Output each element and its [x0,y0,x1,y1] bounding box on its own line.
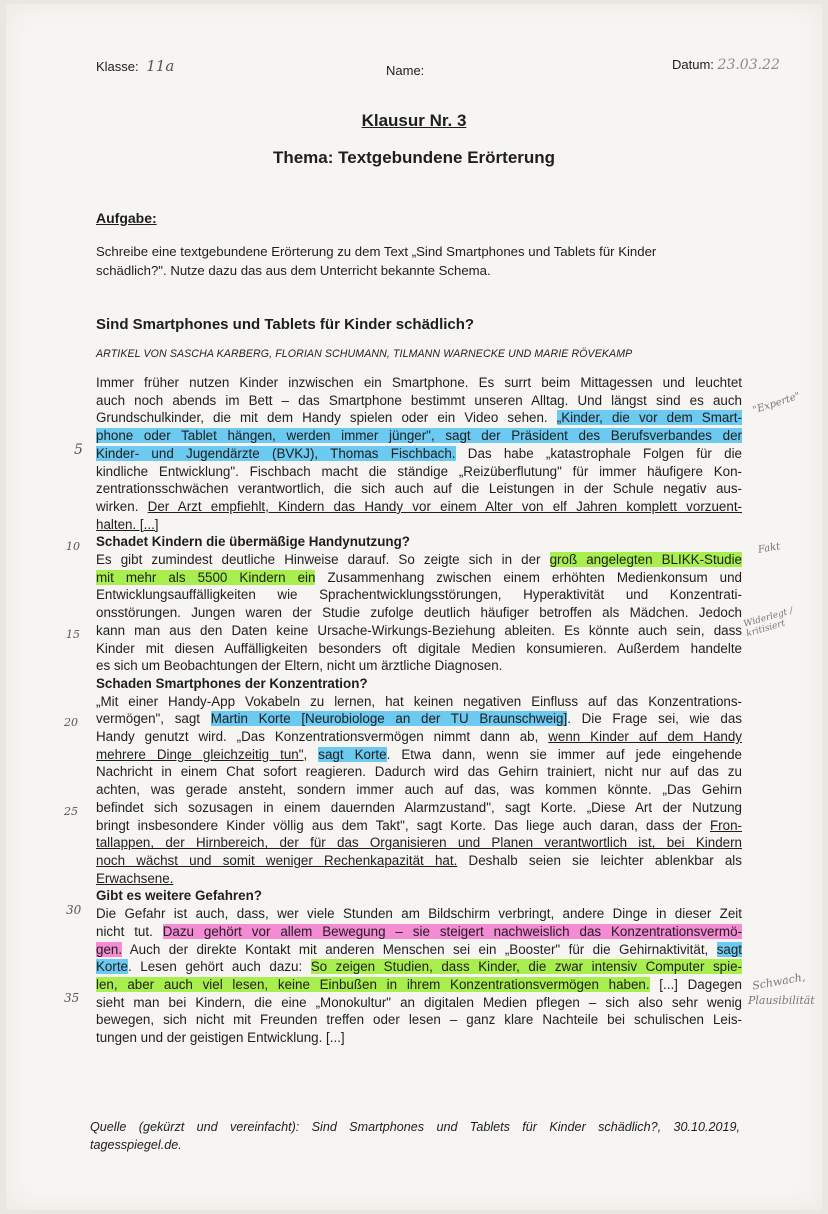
underlined-text: wenn Kinder auf dem Handy [548,729,742,745]
text-line: Nachricht in einem Chat sofort reagieren. Dadurch wird das Gehirn trainiert, nicht nur auf das zu [96,764,742,780]
name-label: Name: [386,63,425,78]
date-value: 23.03.22 [717,57,780,73]
line-number: 35 [64,991,80,1005]
text-line [96,728,742,746]
text-line [96,551,742,569]
article-authors: ARTIKEL VON SASCHA KARBERG, FLORIAN SCHUMANN, TILMANN WARNECKE UND MARIE RÖVEKAMP [96,348,633,360]
date-label: Datum: [672,57,714,72]
highlight-blue: Martin Korte [Neurobiologe an der TU Braunschweig] [210,711,568,727]
highlight-blue: Korte [96,959,129,975]
line-number: 5 [74,442,83,458]
text-line: Entwicklungsauffälligkeiten wie Sprachentwicklungsstörungen, Hyperaktivität und Konzentrati- [96,587,742,603]
highlight-blue: sagt Korte [318,746,387,762]
underlined-text: Fron- [710,817,742,833]
highlight-blue: sagt [716,941,742,957]
article-title: Sind Smartphones und Tablets für Kinder schädlich? [96,316,475,333]
date-field [672,57,780,73]
highlight-blue: Kinder- und Jugendärzte (BVKJ), Thomas Fischbach. [96,445,456,461]
text-segment: , [303,746,319,762]
text-segment: Es gibt zumindest deutliche Hinweise darauf. So zeigte sich in der [96,552,550,568]
text-segment: . Etwa dann, wenn sie immer auf jede eingehende [386,746,742,762]
text-line [96,817,742,835]
underlined-text: mehrere Dinge gleichzeitig tun" [96,746,304,762]
task-heading: Aufgabe: [96,210,157,226]
text-line: halten. [...] [96,516,159,532]
margin-note: "Experte" [751,390,802,417]
highlight-green: groß angelegten BLIKK-Studie [549,552,742,568]
text-line [96,710,742,728]
text-segment: [...] Dagegen [649,976,742,992]
text-line: „Mit einer Handy-App Vokabeln zu lernen, hat keinen negativen Einfluss auf das Konzentrations- [96,693,742,709]
underlined-text: noch wächst und somit weniger Rechenkapazität hat. [96,852,458,868]
exam-theme: Thema: Textgebundene Erörterung [272,148,556,167]
text-segment: Auch der direkte Kontakt mit anderen Menschen sei ein „Booster" für die Gehirnaktivität, [122,941,717,957]
text-line: tungen und der geistigen Entwicklung. [...] [96,1030,345,1046]
article-body [96,374,742,1047]
text-line [96,498,742,516]
text-segment: vermögen", sagt [96,711,211,727]
task-line: schädlich?". Nutze dazu das aus dem Unterricht bekannte Schema. [96,263,491,278]
highlight-pink: gen. [96,941,123,957]
text-line [96,923,742,941]
source-note [90,1118,740,1154]
text-segment: Das habe „katastrophale Folgen für die [455,445,742,461]
text-segment: Handy genutzt wird. „Das Konzentrationsvermögen nimmt dann ab, [96,729,549,745]
name-field [386,63,424,78]
text-line: es sich um Beobachtungen der Eltern, nicht um ärztliche Diagnosen. [96,658,503,674]
text-line: Immer früher nutzen Kinder inzwischen ein Smartphone. Es surrt beim Mittagessen und leuchtet [96,375,742,390]
highlight-green: mit mehr als 5500 Kindern ein [96,569,316,585]
text-segment: nicht tut. [96,923,163,939]
highlight-green: len, aber auch viel lesen, keine Einbußen in ihrem Konzentrationsvermögen haben. [96,976,650,992]
margin-note: Plausibilität [748,994,815,1007]
highlight-green: So zeigen Studien, dass Kinder, die zwar intensiv Computer spie- [310,959,742,975]
task-text [96,242,746,280]
text-line [96,852,742,870]
line-number: 30 [66,903,82,917]
text-line [96,569,742,587]
class-label: Klasse: [96,59,139,74]
section-heading: Schaden Smartphones der Konzentration? [96,675,368,691]
text-line [96,427,742,445]
text-line: Die Gefahr ist auch, dass, wer viele Stunden am Bildschirm verbringt, andere Dinge in dieser Zeit [96,906,742,922]
text-line: kann man aus den Daten keine Ursache-Wirkungs-Beziehung ableiten. Es könnte auch sein, dass [96,622,742,638]
line-number: 25 [64,805,78,818]
text-segment: . Lesen gehört auch dazu: [128,959,311,975]
text-line: befindet sich sozusagen in einem dauernden Alarmzustand", sagt Korte. „Diese Art der Nutzung [96,799,742,815]
margin-note: Schwach, [751,970,807,993]
text-line: Kinder mit diesen Auffälligkeiten besonders oft digitale Medien konsumieren. Außerdem handelte [96,640,742,656]
margin-note: Widerlegt / kritisiert [742,606,795,640]
section-heading: Gibt es weitere Gefahren? [96,888,262,904]
text-line: onsstörungen. Jungen waren der Studie zufolge deutlich häufiger betroffen als Mädchen. Jedoch [96,605,742,621]
class-value: 11a [146,57,175,75]
text-line: auch noch abends im Bett – das Smartphone bestimmt unseren Alltag. Und längst sind es auch [96,392,742,408]
line-number: 10 [66,540,80,553]
text-line [96,941,742,959]
text-segment: Grundschulkinder, die mit dem Handy spielen oder ein Video sehen. [96,410,557,426]
text-segment: wirken. [96,498,148,514]
highlight-pink: Dazu gehört vor allem Bewegung – sie steigert nachweislich das Konzentrationsvermö- [162,923,742,939]
text-segment: . Die Frage sei, wie das [567,711,742,727]
highlight-blue: phone oder Tablet hängen, werden immer jünger", sagt der Präsident des Berufsverbandes der [96,428,742,444]
text-segment: bringt insbesondere Kinder völlig aus dem Takt", sagt Korte. Das liege auch daran, dass der [96,817,710,833]
line-number: 20 [64,716,78,729]
source-line: Quelle (gekürzt und vereinfacht): Sind Smartphones und Tablets für Kinder schädlich?, 30.10.2019, [90,1120,740,1134]
text-segment: Deshalb seien sie leichter ablenkbar als [457,852,742,868]
section-heading: Schadet Kindern die übermäßige Handynutzung? [96,534,410,550]
text-line: kindliche Entwicklung". Fischbach macht die ständige „Reizüberflutung" für immer häufigere Kon- [96,463,742,479]
class-field [96,57,174,75]
text-line [96,409,742,427]
source-line: tagesspiegel.de. [90,1138,182,1152]
text-line [96,958,742,976]
highlight-blue: „Kinder, die vor dem Smart- [556,410,742,426]
task-line: Schreibe eine textgebundene Erörterung zu dem Text „Sind Smartphones und Tablets für Kinder [96,244,657,259]
underlined-text: Der Arzt empfiehlt, Kindern das Handy vor einem Alter von elf Jahren komplett vorzuent- [147,498,743,514]
exam-title: Klausur Nr. 3 [361,111,467,130]
text-line: tallappen, der Hirnbereich, der für das Organisieren und Planen verantwortlich ist, bei Kindern [96,835,742,851]
text-line [96,445,742,463]
text-line: bewegen, sich nicht mit Freunden treffen oder lesen – ganz klare Nachteile bei schulischen Leis- [96,1012,742,1028]
text-line: Erwachsene. [96,870,174,886]
text-line: zentrationsschwächen verantwortlich, die sich auch auf die Leistungen in der Schule negativ aus- [96,481,742,497]
margin-note: Fakt [757,541,782,556]
line-number: 15 [66,628,80,641]
text-line [96,976,742,994]
text-line: achten, was gerade ansteht, sondern immer auch auf das, was kommen könnte. „Das Gehirn [96,782,742,798]
text-line: sieht man bei Kindern, die eine „Monokultur" an digitalen Medien pflegen – sich also sehr wenig [96,994,742,1010]
text-line [96,746,742,764]
text-segment: Zusammenhang zwischen einem erhöhten Medienkonsum und [315,569,742,585]
